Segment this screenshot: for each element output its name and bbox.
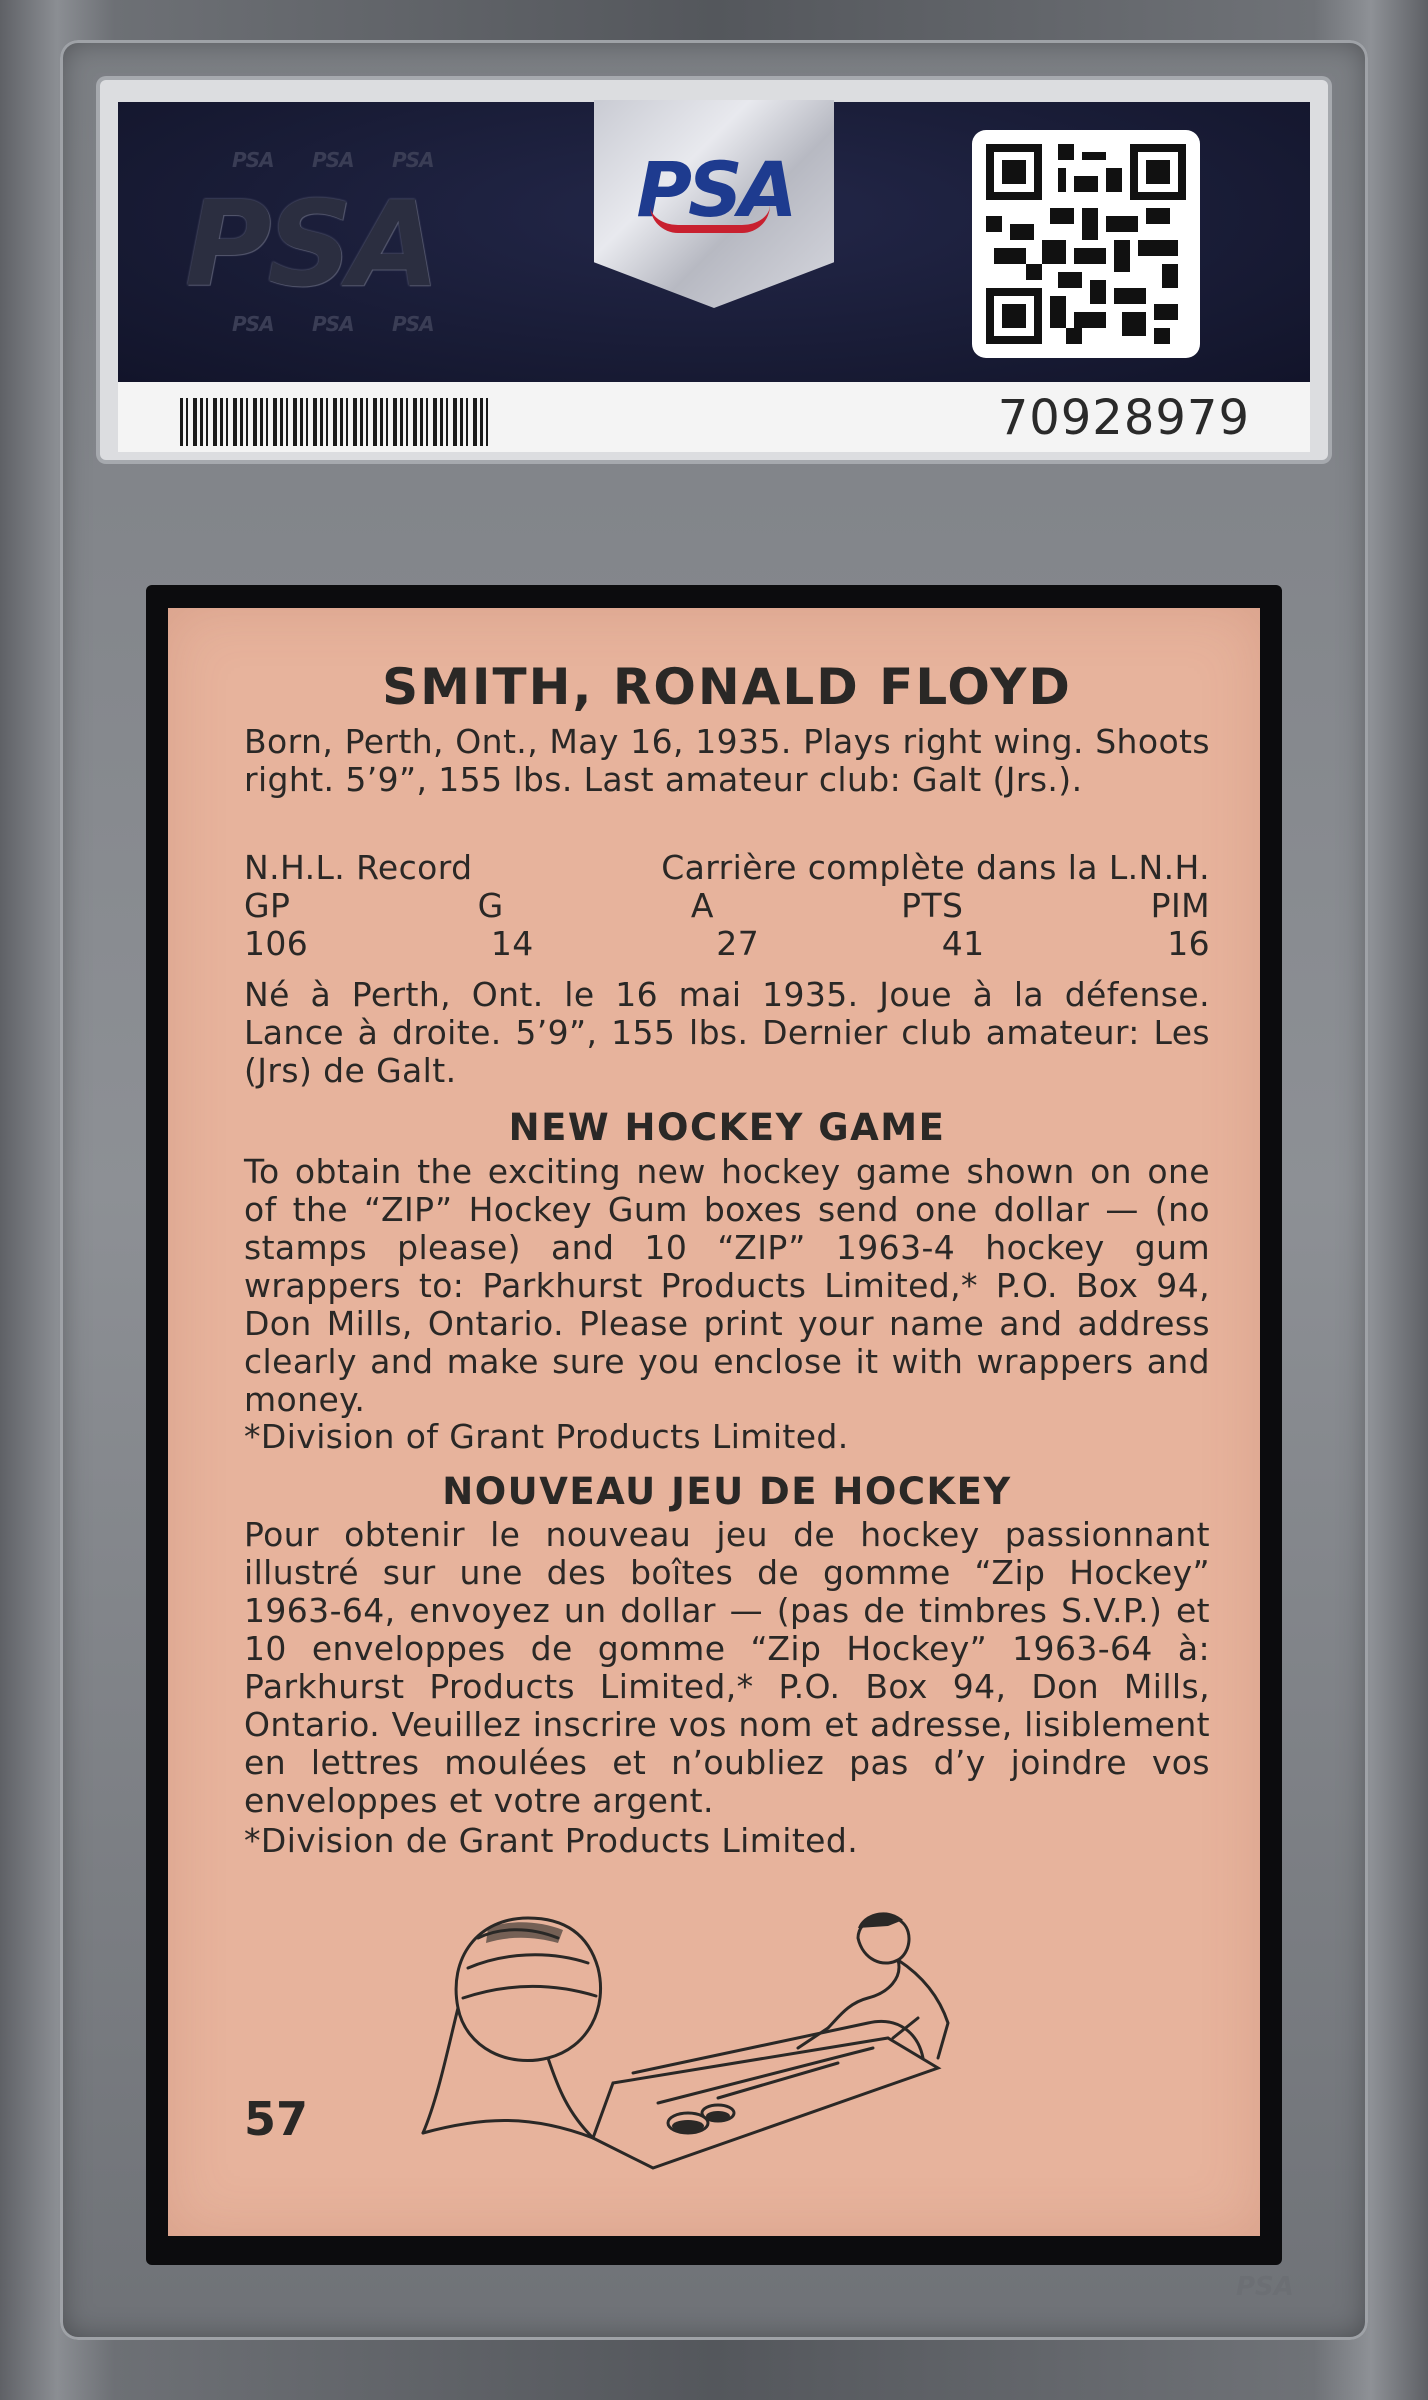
holo-mini-logo: PSA [232, 312, 274, 336]
stat-header: PIM [1150, 886, 1210, 925]
holo-mini-logo: PSA [392, 148, 434, 172]
holo-mini-logo: PSA [232, 148, 274, 172]
record-labels [244, 848, 1210, 887]
stat-value: 41 [941, 924, 985, 963]
stat-value: 16 [1167, 924, 1210, 963]
game-text-french: Pour obtenir le nouveau jeu de hockey passionnant illustré sur une des boîtes de gomme “Zip Hockey” 1963-64, envoyez un dollar — (pas de timbres S.V.P.) et 10 enveloppes de gomme “Zip Hockey” 1963-64 à: Parkhurst Products Limited,* P.O. Box 94, Don Mills, Ontario. Veuillez inscrire vos nom et adresse, lisiblement en lettres moulées et n’oubliez pas d’y joindre vos enveloppes et votre argent. [244, 1515, 1210, 1820]
stat-header: A [690, 886, 714, 925]
cert-number: 70928979 [997, 390, 1250, 446]
hockey-game-illustration [418, 1898, 978, 2188]
holo-mini-logo: PSA [392, 312, 434, 336]
psa-shield-logo: PSA [636, 145, 794, 234]
psa-swoosh-icon [650, 205, 770, 233]
holo-mini-logo: PSA [312, 148, 354, 172]
qr-code-icon[interactable] [972, 130, 1200, 358]
stat-value: 106 [244, 924, 309, 963]
psa-corner-logo: PSA [1236, 2272, 1294, 2302]
game-heading-french: NOUVEAU JEU DE HOCKEY [442, 1470, 1012, 1513]
trading-card-back [168, 608, 1260, 2236]
psa-hologram-logo: PSA [185, 175, 436, 313]
barcode-icon [180, 398, 490, 446]
record-label-en: N.H.L. Record [244, 848, 473, 887]
game-heading-english: NEW HOCKEY GAME [508, 1106, 946, 1149]
bio-english: Born, Perth, Ont., May 16, 1935. Plays right wing. Shoots right. 5’9”, 155 lbs. Last amateur club: Galt (Jrs.). [244, 722, 1210, 799]
card-number: 57 [244, 2092, 309, 2146]
bio-french: Né à Perth, Ont. le 16 mai 1935. Joue à la défense. Lance à droite. 5’9”, 155 lbs. Dernier club amateur: Les (Jrs) de Galt. [244, 975, 1210, 1090]
stats-value-row [244, 924, 1210, 963]
stat-value: 14 [490, 924, 534, 963]
stats-header-row [244, 886, 1210, 925]
stat-header: PTS [901, 886, 964, 925]
record-label-fr: Carrière complète dans la L.N.H. [661, 848, 1210, 887]
stat-header: G [477, 886, 504, 925]
holo-mini-logo: PSA [312, 312, 354, 336]
player-name: SMITH, RONALD FLOYD [382, 658, 1072, 716]
game-text-english: To obtain the exciting new hockey game shown on one of the “ZIP” Hockey Gum boxes send one dollar — (no stamps please) and 10 “ZIP” 1963-4 hockey gum wrappers to: Parkhurst Products Limited,* P.O. Box 94, Don Mills, Ontario. Please print your name and address clearly and make sure you enclose it with wrappers and money. [244, 1152, 1210, 1419]
stat-value: 27 [716, 924, 760, 963]
division-french: *Division de Grant Products Limited. [244, 1821, 859, 1860]
stat-header: GP [244, 886, 291, 925]
division-english: *Division of Grant Products Limited. [244, 1417, 849, 1456]
